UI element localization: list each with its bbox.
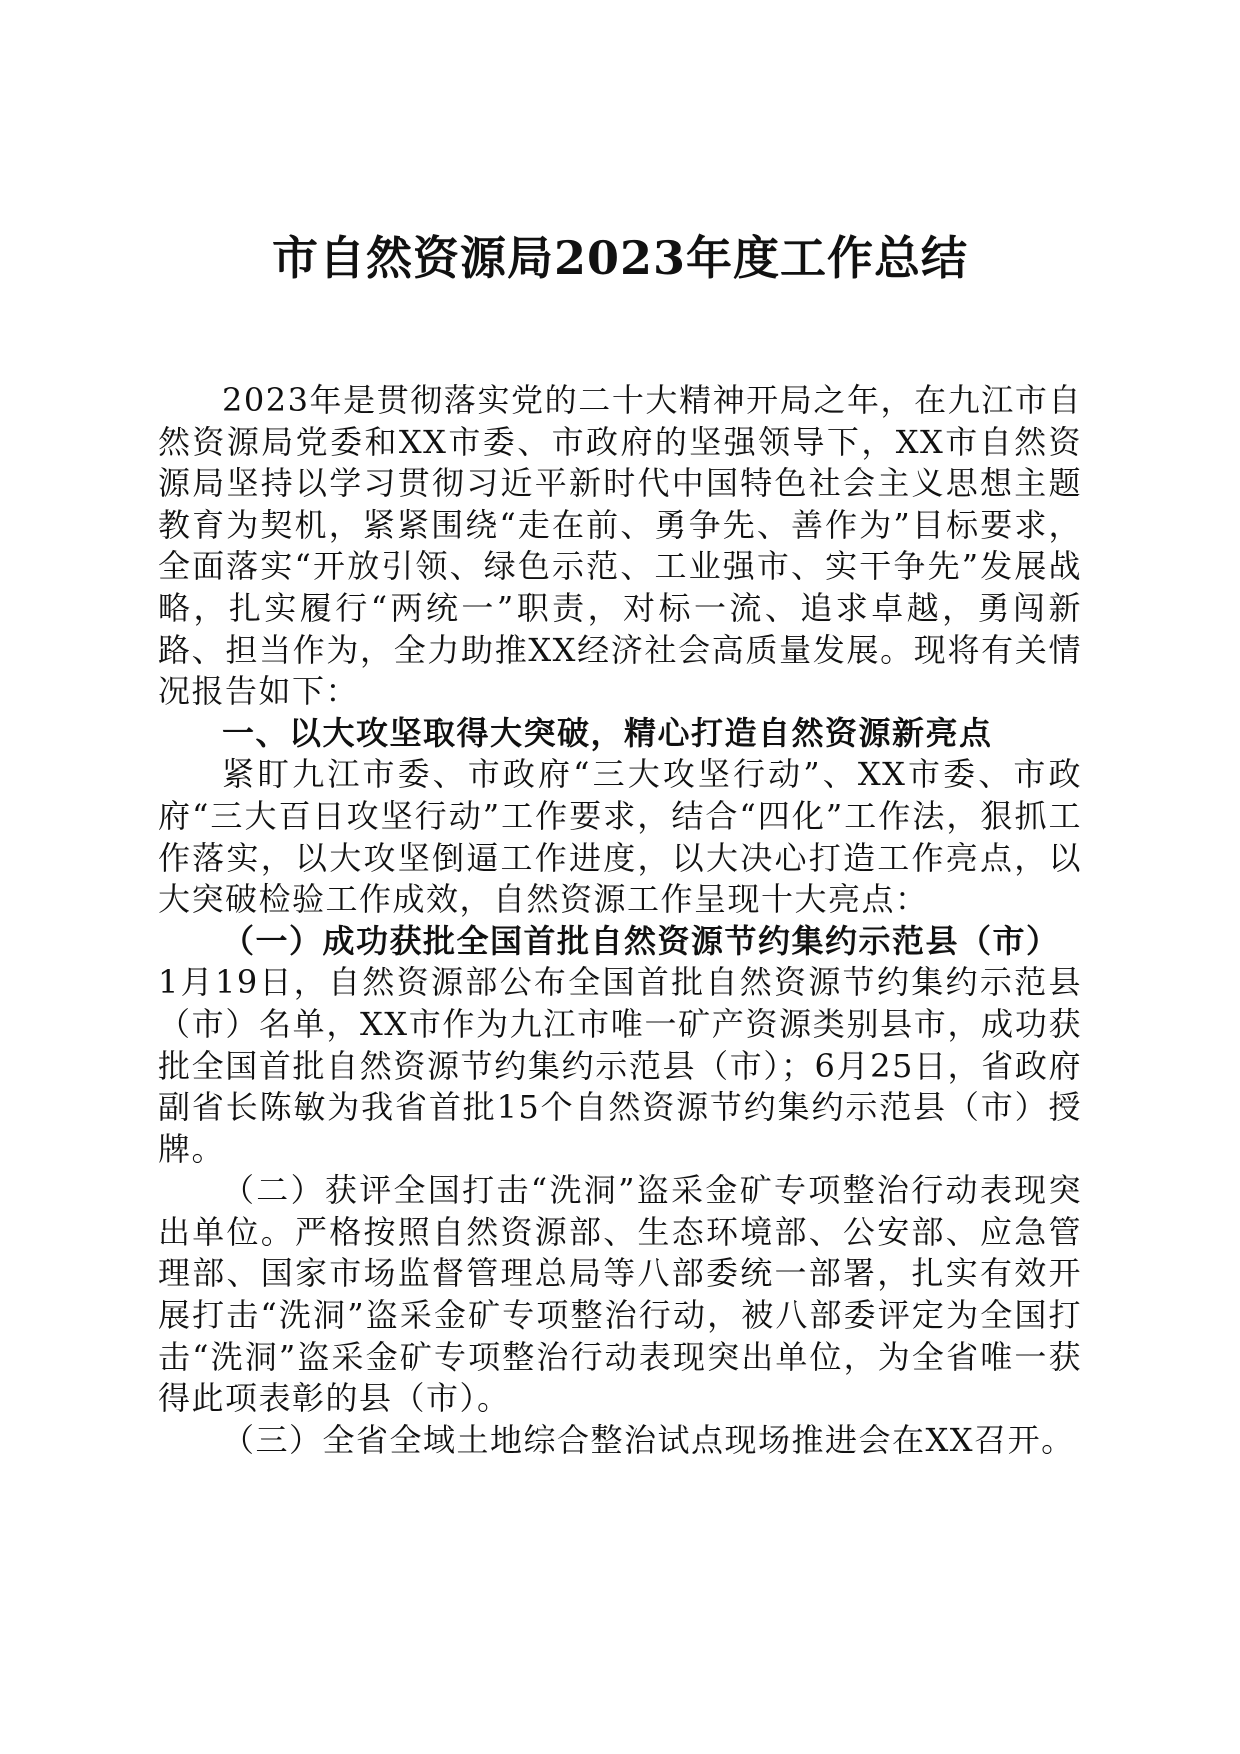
intro-paragraph: 2023年是贯彻落实党的二十大精神开局之年，在九江市自然资源局党委和XX市委、市政府的坚强领导下，XX市自然资源局坚持以学习贯彻习近平新时代中国特色社会主义思想主题教育为契机，紧紧围绕“走在前、勇争先、善作为”目标要求，全面落实“开放引领、绿色示范、工业强市、实干争先”发展战略，扎实履行“两统一”职责，对标一流、追求卓越，勇闯新路、担当作为，全力助推XX经济社会高质量发展。现将有关情况报告如下： <box>158 381 1082 711</box>
document-body <box>158 380 1082 1461</box>
section-heading-1: 一、以大攻坚取得大突破，精心打造自然资源新亮点 <box>222 713 993 752</box>
section-1-paragraph: 紧盯九江市委、市政府“三大攻坚行动”、XX市委、市政府“三大百日攻坚行动”工作要求，结合“四化”工作法，狠抓工作落实，以大攻坚倒逼工作进度，以大决心打造工作亮点，以大突破检验工作成效，自然资源工作呈现十大亮点： <box>158 755 1082 919</box>
item-1-title: （一）成功获批全国首批自然资源节约集约示范县（市） <box>222 921 1060 960</box>
item-2-title: （二）获评全国打击“洗洞”盗采金矿专项整治行动表现突出单位。 <box>158 1171 1082 1251</box>
item-2-body: 严格按照自然资源部、生态环境部、公安部、应急管理部、国家市场监督管理总局等八部委统一部署，扎实有效开展打击“洗洞”盗采金矿专项整治行动，被八部委评定为全国打击“洗洞”盗采金矿专项整治行动表现突出单位，为全省唯一获得此项表彰的县（市）。 <box>158 1212 1082 1418</box>
page-title: 市自然资源局2023年度工作总结 <box>271 231 969 285</box>
item-3-title: （三）全省全域土地综合整治试点现场推进会在XX召开。 <box>222 1420 1075 1459</box>
item-2 <box>158 1170 1082 1420</box>
item-3 <box>158 1420 1082 1462</box>
item-1 <box>158 921 1082 1171</box>
item-1-body: 1月19日，自然资源部公布全国首批自然资源节约集约示范县（市）名单，XX市作为九江市唯一矿产资源类别县市，成功获批全国首批自然资源节约集约示范县（市）；6月25日，省政府副省长陈敏为我省首批15个自然资源节约集约示范县（市）授牌。 <box>158 963 1082 1168</box>
